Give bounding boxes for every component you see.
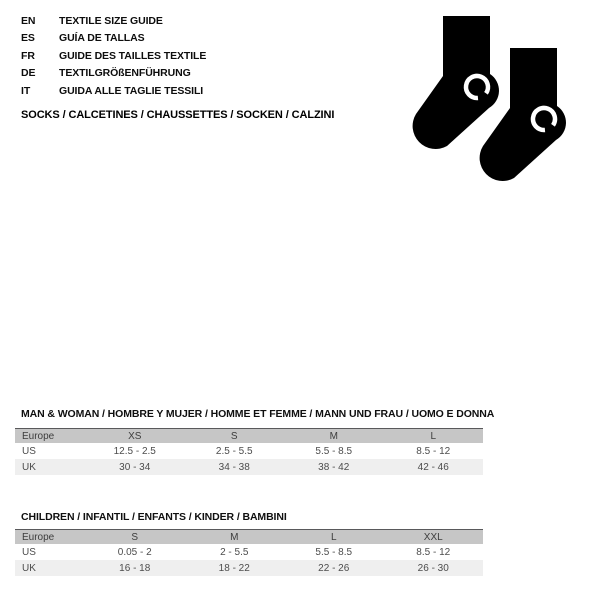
size-value: 2.5 - 5.5: [215, 445, 253, 457]
language-code: EN: [21, 15, 36, 27]
table-row-us: [15, 544, 483, 560]
language-row-en: [21, 13, 206, 30]
region-label: US: [22, 546, 36, 558]
table-header-row: [15, 530, 483, 545]
language-title: GUIDE DES TAILLES TEXTILE: [59, 49, 207, 62]
size-value: 34 - 38: [185, 459, 285, 475]
table-row-uk: [15, 459, 483, 475]
column-header-size: S: [185, 429, 285, 444]
socks-icon: [405, 5, 575, 185]
size-value: 2 - 5.5: [220, 546, 249, 558]
column-header-size: M: [284, 429, 384, 444]
sock-back: [413, 16, 499, 149]
category-line: SOCKS / CALCETINES / CHAUSSETTES / SOCKEN / CALZINI: [21, 109, 335, 121]
language-code: ES: [21, 32, 35, 45]
table-title-children: CHILDREN / INFANTIL / ENFANTS / KINDER / BAMBINI: [21, 511, 287, 523]
column-header-size: XXL: [384, 530, 484, 545]
language-title: GUÍA DE TALLAS: [59, 32, 145, 45]
column-header-size: L: [384, 429, 484, 444]
column-header-europe: Europe: [15, 530, 85, 545]
language-row-de: [21, 65, 206, 82]
language-title: TEXTILE SIZE GUIDE: [59, 15, 163, 27]
region-label: UK: [15, 560, 85, 576]
language-title: TEXTILGRÖßENFÜHRUNG: [59, 67, 191, 80]
column-header-size: M: [185, 530, 285, 545]
language-row-fr: [21, 48, 206, 65]
size-value: 26 - 30: [384, 560, 484, 576]
size-value: 12.5 - 2.5: [113, 445, 156, 457]
size-value: 30 - 34: [85, 459, 185, 475]
language-row-it: [21, 83, 206, 100]
size-value: 8.5 - 12: [416, 546, 451, 558]
size-value: 5.5 - 8.5: [315, 445, 353, 457]
size-value: 8.5 - 12: [416, 445, 451, 457]
language-row-es: [21, 30, 206, 47]
region-label: US: [22, 445, 36, 457]
column-header-size: L: [284, 530, 384, 545]
size-value: 18 - 22: [185, 560, 285, 576]
language-code: DE: [21, 67, 36, 80]
size-value: 16 - 18: [85, 560, 185, 576]
size-value: 42 - 46: [384, 459, 484, 475]
column-header-size: XS: [85, 429, 185, 444]
table-row-uk: [15, 560, 483, 576]
size-value: 38 - 42: [284, 459, 384, 475]
language-code: IT: [21, 84, 31, 97]
column-header-europe: Europe: [15, 429, 85, 444]
language-list: [21, 13, 206, 100]
size-value: 22 - 26: [284, 560, 384, 576]
region-label: UK: [15, 459, 85, 475]
language-title: GUIDA ALLE TAGLIE TESSILI: [59, 84, 204, 97]
size-table-children: [15, 529, 483, 576]
sock-front: [480, 48, 566, 181]
column-header-size: S: [85, 530, 185, 545]
size-value: 0.05 - 2: [117, 546, 152, 558]
table-header-row: [15, 429, 483, 444]
size-value: 5.5 - 8.5: [315, 546, 353, 558]
table-title-man-woman: MAN & WOMAN / HOMBRE Y MUJER / HOMME ET FEMME / MANN UND FRAU / UOMO E DONNA: [21, 408, 495, 420]
table-row-us: [15, 443, 483, 459]
size-table-man-woman: [15, 428, 483, 475]
language-code: FR: [21, 49, 35, 62]
